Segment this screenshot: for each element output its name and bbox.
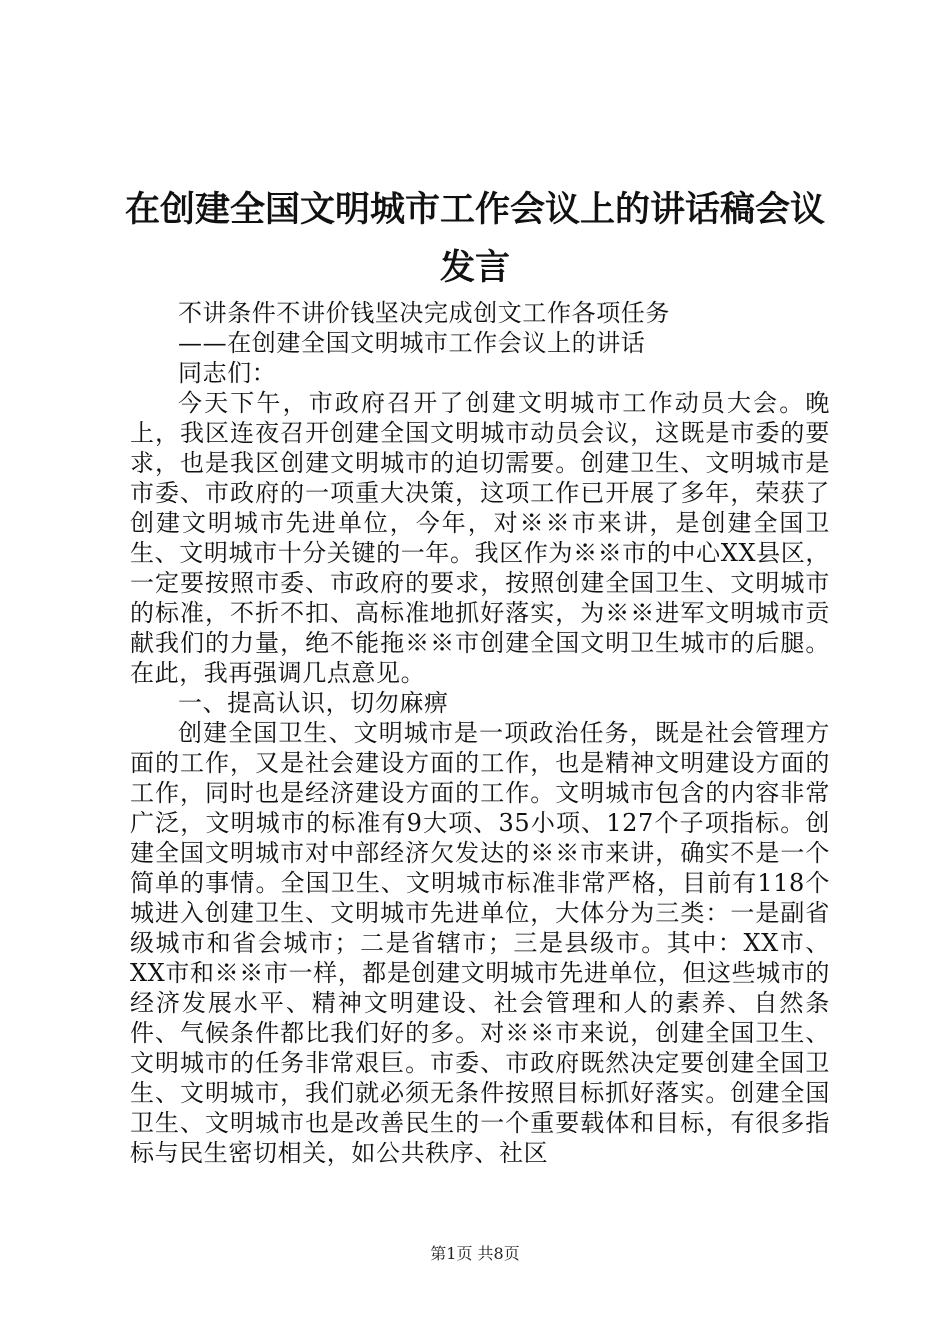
section-heading-1: 一、提高认识，切勿麻痹	[178, 689, 449, 717]
paragraph-section-1: 创建全国卫生、文明城市是一项政治任务，既是社会管理方面的工作，又是社会建设方面的工作，也是精神文明建设方面的工作，同时也是经济建设方面的工作。文明城市包含的内容非常广泛，文明城市的标准有9大项、35小项、127个子项指标。创建全国文明城市对中部经济欠发达的※※市来讲，确实不是一个简单的事情。全国卫生、文明城市标准非常严格，目前有118个城进入创建卫生、文明城市先进单位，大体分为三类：一是副省级城市和省会城市；二是省辖市；三是县级市。其中：XX市、XX市和※※市一样，都是创建文明城市先进单位，但这些城市的经济发展水平、精神文明建设、社会管理和人的素养、自然条件、气候条件都比我们好的多。对※※市来说，创建全国卫生、文明城市的任务非常艰巨。市委、市政府既然决定要创建全国卫生、文明城市，我们就必须无条件按照目标抓好落实。创建全国卫生、文明城市也是改善民生的一个重要载体和目标，有很多指标与民生密切相关，如公共秩序、社区	[130, 719, 830, 1167]
document-title-line1: 在创建全国文明城市工作会议上的讲话稿会议	[124, 189, 825, 230]
speech-subtitle: 不讲条件不讲价钱坚决完成创文工作各项任务	[178, 299, 670, 327]
page-footer: 第1页 共8页	[430, 1244, 520, 1263]
paragraph-intro: 今天下午，市政府召开了创建文明城市工作动员大会。晚上，我区连夜召开创建全国文明城市动员会议，这既是市委的要求，也是我区创建文明城市的迫切需要。创建卫生、文明城市是市委、市政府的一项重大决策，这项工作已开展了多年，荣获了创建文明城市先进单位，今年，对※※市来讲，是创建全国卫生、文明城市十分关键的一年。我区作为※※市的中心XX县区，一定要按照市委、市政府的要求，按照创建全国卫生、文明城市的标准，不折不扣、高标准地抓好落实，为※※进军文明城市贡献我们的力量，绝不能拖※※市创建全国文明卫生城市的后腿。在此，我再强调几点意见。	[130, 389, 830, 687]
document-title-line2: 发言	[439, 247, 510, 288]
document-body	[130, 298, 830, 1168]
speech-subtitle-2: ——在创建全国文明城市工作会议上的讲话	[178, 329, 646, 357]
salutation: 同志们：	[178, 359, 277, 387]
